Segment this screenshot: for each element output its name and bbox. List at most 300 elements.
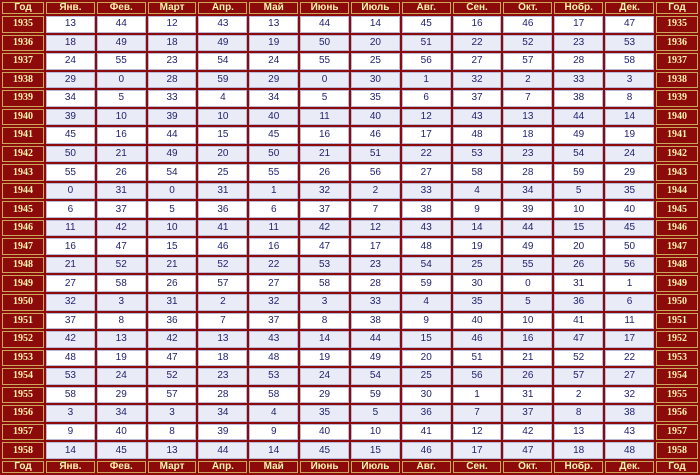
value-cell: 38 (554, 90, 603, 107)
value-cell: 43 (402, 220, 451, 237)
value-cell: 23 (351, 257, 400, 274)
value-cell: 44 (97, 16, 146, 33)
value-cell: 15 (351, 442, 400, 459)
value-cell: 46 (402, 442, 451, 459)
value-cell: 41 (402, 424, 451, 441)
value-cell: 38 (351, 313, 400, 330)
value-cell: 51 (453, 350, 502, 367)
value-cell: 55 (503, 257, 552, 274)
value-cell: 52 (148, 368, 197, 385)
value-cell: 16 (97, 127, 146, 144)
value-cell: 20 (402, 350, 451, 367)
value-cell: 49 (351, 350, 400, 367)
value-cell: 7 (453, 405, 502, 422)
value-cell: 51 (402, 35, 451, 52)
value-cell: 42 (97, 220, 146, 237)
value-cell: 59 (402, 275, 451, 292)
value-cell: 21 (300, 146, 349, 163)
value-cell: 35 (351, 90, 400, 107)
value-cell: 33 (554, 72, 603, 89)
value-cell: 33 (351, 294, 400, 311)
value-cell: 46 (503, 16, 552, 33)
year-cell-right: 1940 (656, 109, 698, 126)
value-cell: 51 (351, 146, 400, 163)
value-cell: 48 (605, 442, 654, 459)
table-row (2, 146, 698, 163)
value-cell: 15 (402, 331, 451, 348)
value-cell: 22 (605, 350, 654, 367)
year-cell-right: 1954 (656, 368, 698, 385)
value-cell: 44 (503, 220, 552, 237)
value-cell: 3 (148, 405, 197, 422)
header-month-10: Окт. (503, 2, 552, 14)
table-row (2, 53, 698, 70)
value-cell: 14 (453, 220, 502, 237)
value-cell: 32 (46, 294, 95, 311)
value-cell: 13 (503, 109, 552, 126)
value-cell: 34 (249, 90, 298, 107)
value-cell: 53 (300, 257, 349, 274)
value-cell: 5 (148, 201, 197, 218)
header-month-4: Апр. (198, 2, 247, 14)
year-cell-left: 1942 (2, 146, 44, 163)
value-cell: 0 (97, 72, 146, 89)
value-cell: 6 (605, 294, 654, 311)
value-cell: 18 (503, 127, 552, 144)
value-cell: 32 (300, 183, 349, 200)
value-cell: 49 (503, 238, 552, 255)
value-cell: 22 (402, 146, 451, 163)
value-cell: 0 (148, 183, 197, 200)
value-cell: 48 (249, 350, 298, 367)
value-cell: 11 (249, 220, 298, 237)
year-cell-right: 1951 (656, 313, 698, 330)
value-cell: 34 (46, 90, 95, 107)
value-cell: 1 (249, 183, 298, 200)
year-cell-right: 1943 (656, 164, 698, 181)
value-cell: 19 (300, 350, 349, 367)
value-cell: 39 (503, 201, 552, 218)
value-cell: 29 (46, 72, 95, 89)
value-cell: 10 (554, 201, 603, 218)
value-cell: 7 (503, 90, 552, 107)
year-cell-left: 1937 (2, 53, 44, 70)
year-cell-right: 1941 (656, 127, 698, 144)
value-cell: 18 (198, 350, 247, 367)
value-cell: 24 (605, 146, 654, 163)
year-cell-right: 1935 (656, 16, 698, 33)
year-cell-left: 1954 (2, 368, 44, 385)
year-cell-left: 1936 (2, 35, 44, 52)
value-cell: 48 (46, 350, 95, 367)
value-cell: 43 (249, 331, 298, 348)
value-cell: 58 (453, 164, 502, 181)
year-cell-right: 1946 (656, 220, 698, 237)
value-cell: 52 (503, 35, 552, 52)
value-cell: 57 (554, 368, 603, 385)
value-cell: 45 (46, 127, 95, 144)
header-month-6: Июнь (300, 2, 349, 14)
value-cell: 37 (249, 313, 298, 330)
value-cell: 50 (46, 146, 95, 163)
value-cell: 35 (605, 183, 654, 200)
table-row (2, 331, 698, 348)
value-cell: 26 (97, 164, 146, 181)
value-cell: 8 (605, 90, 654, 107)
value-cell: 46 (198, 238, 247, 255)
value-cell: 17 (402, 127, 451, 144)
value-cell: 8 (554, 405, 603, 422)
table-row (2, 35, 698, 52)
value-cell: 20 (554, 238, 603, 255)
value-cell: 11 (300, 109, 349, 126)
value-cell: 58 (605, 53, 654, 70)
footer-month-4: Апр. (198, 461, 247, 473)
value-cell: 26 (148, 275, 197, 292)
value-cell: 2 (503, 72, 552, 89)
year-cell-right: 1942 (656, 146, 698, 163)
value-cell: 27 (605, 368, 654, 385)
value-cell: 59 (554, 164, 603, 181)
value-cell: 40 (453, 313, 502, 330)
value-cell: 16 (249, 238, 298, 255)
value-cell: 1 (605, 275, 654, 292)
value-cell: 49 (148, 146, 197, 163)
value-cell: 16 (46, 238, 95, 255)
value-cell: 10 (97, 109, 146, 126)
year-cell-left: 1946 (2, 220, 44, 237)
value-cell: 56 (453, 368, 502, 385)
value-cell: 58 (300, 275, 349, 292)
value-cell: 37 (503, 405, 552, 422)
value-cell: 34 (198, 405, 247, 422)
value-cell: 13 (148, 442, 197, 459)
value-cell: 19 (453, 238, 502, 255)
value-cell: 1 (453, 387, 502, 404)
header-month-3: Март (148, 2, 197, 14)
value-cell: 16 (503, 331, 552, 348)
value-cell: 47 (503, 442, 552, 459)
value-cell: 14 (300, 331, 349, 348)
year-cell-left: 1953 (2, 350, 44, 367)
value-cell: 9 (453, 201, 502, 218)
value-cell: 16 (300, 127, 349, 144)
footer-row (2, 461, 698, 473)
value-cell: 9 (402, 313, 451, 330)
header-year-label-right: Год (656, 2, 698, 14)
value-cell: 34 (97, 405, 146, 422)
value-cell: 59 (351, 387, 400, 404)
header-month-5: Май (249, 2, 298, 14)
value-cell: 15 (148, 238, 197, 255)
value-cell: 5 (97, 90, 146, 107)
value-cell: 5 (503, 294, 552, 311)
value-cell: 24 (46, 53, 95, 70)
value-cell: 3 (300, 294, 349, 311)
table-row (2, 424, 698, 441)
value-cell: 44 (351, 331, 400, 348)
value-cell: 17 (605, 331, 654, 348)
value-cell: 0 (300, 72, 349, 89)
value-cell: 26 (554, 257, 603, 274)
value-cell: 28 (351, 275, 400, 292)
value-cell: 45 (402, 16, 451, 33)
value-cell: 49 (554, 127, 603, 144)
value-cell: 1 (402, 72, 451, 89)
value-cell: 45 (97, 442, 146, 459)
value-cell: 41 (198, 220, 247, 237)
value-cell: 3 (97, 294, 146, 311)
table-row (2, 72, 698, 89)
value-cell: 23 (554, 35, 603, 52)
value-cell: 37 (46, 313, 95, 330)
value-cell: 20 (198, 146, 247, 163)
value-cell: 27 (46, 275, 95, 292)
value-cell: 52 (198, 257, 247, 274)
value-cell: 35 (300, 405, 349, 422)
value-cell: 57 (503, 53, 552, 70)
value-cell: 40 (300, 424, 349, 441)
value-cell: 19 (605, 127, 654, 144)
value-cell: 39 (148, 109, 197, 126)
value-cell: 11 (605, 313, 654, 330)
year-cell-right: 1944 (656, 183, 698, 200)
value-cell: 4 (453, 183, 502, 200)
value-cell: 6 (249, 201, 298, 218)
value-cell: 28 (148, 72, 197, 89)
value-cell: 47 (554, 331, 603, 348)
value-cell: 53 (605, 35, 654, 52)
header-month-1: Янв. (46, 2, 95, 14)
value-cell: 7 (351, 201, 400, 218)
value-cell: 17 (453, 442, 502, 459)
value-cell: 30 (402, 387, 451, 404)
value-cell: 36 (198, 201, 247, 218)
table-row (2, 405, 698, 422)
year-cell-left: 1940 (2, 109, 44, 126)
value-cell: 43 (453, 109, 502, 126)
value-cell: 23 (198, 368, 247, 385)
value-cell: 13 (249, 16, 298, 33)
value-cell: 50 (605, 238, 654, 255)
table-row (2, 387, 698, 404)
value-cell: 23 (148, 53, 197, 70)
value-cell: 47 (605, 16, 654, 33)
value-cell: 42 (46, 331, 95, 348)
table-row (2, 183, 698, 200)
year-cell-right: 1958 (656, 442, 698, 459)
value-cell: 55 (97, 53, 146, 70)
value-cell: 22 (453, 35, 502, 52)
year-cell-left: 1941 (2, 127, 44, 144)
value-cell: 56 (351, 164, 400, 181)
table-row (2, 442, 698, 459)
year-cell-right: 1938 (656, 72, 698, 89)
value-cell: 43 (605, 424, 654, 441)
value-cell: 22 (249, 257, 298, 274)
value-cell: 49 (198, 35, 247, 52)
year-cell-left: 1938 (2, 72, 44, 89)
value-cell: 38 (605, 405, 654, 422)
value-cell: 5 (554, 183, 603, 200)
value-cell: 21 (148, 257, 197, 274)
value-cell: 13 (554, 424, 603, 441)
value-cell: 54 (351, 368, 400, 385)
year-cell-right: 1950 (656, 294, 698, 311)
value-cell: 2 (351, 183, 400, 200)
value-cell: 37 (300, 201, 349, 218)
value-cell: 21 (46, 257, 95, 274)
year-cell-right: 1955 (656, 387, 698, 404)
year-cell-right: 1936 (656, 35, 698, 52)
value-cell: 25 (198, 164, 247, 181)
value-cell: 8 (97, 313, 146, 330)
footer-month-9: Сен. (453, 461, 502, 473)
value-cell: 14 (351, 16, 400, 33)
year-cell-right: 1953 (656, 350, 698, 367)
year-cell-right: 1948 (656, 257, 698, 274)
value-cell: 14 (46, 442, 95, 459)
value-cell: 46 (453, 331, 502, 348)
year-cell-left: 1944 (2, 183, 44, 200)
value-cell: 27 (249, 275, 298, 292)
value-cell: 10 (351, 424, 400, 441)
table-row (2, 220, 698, 237)
value-cell: 27 (402, 164, 451, 181)
footer-month-5: Май (249, 461, 298, 473)
year-cell-right: 1952 (656, 331, 698, 348)
value-cell: 27 (453, 53, 502, 70)
value-cell: 52 (554, 350, 603, 367)
table-row (2, 109, 698, 126)
value-cell: 31 (97, 183, 146, 200)
value-cell: 50 (249, 146, 298, 163)
value-cell: 29 (97, 387, 146, 404)
footer-year-label-right: Год (656, 461, 698, 473)
value-cell: 12 (402, 109, 451, 126)
year-cell-left: 1955 (2, 387, 44, 404)
value-cell: 33 (402, 183, 451, 200)
value-cell: 8 (300, 313, 349, 330)
value-cell: 18 (148, 35, 197, 52)
value-cell: 36 (148, 313, 197, 330)
table-row (2, 257, 698, 274)
value-cell: 30 (453, 275, 502, 292)
value-cell: 35 (453, 294, 502, 311)
value-cell: 30 (351, 72, 400, 89)
value-cell: 24 (249, 53, 298, 70)
value-cell: 40 (97, 424, 146, 441)
value-cell: 38 (402, 201, 451, 218)
footer-month-12: Дек. (605, 461, 654, 473)
value-cell: 45 (605, 220, 654, 237)
value-cell: 25 (351, 53, 400, 70)
value-cell: 10 (148, 220, 197, 237)
header-month-2: Фев. (97, 2, 146, 14)
header-month-7: Июль (351, 2, 400, 14)
value-cell: 3 (46, 405, 95, 422)
value-cell: 7 (198, 313, 247, 330)
year-cell-left: 1943 (2, 164, 44, 181)
header-month-11: Нобр. (554, 2, 603, 14)
year-cell-right: 1956 (656, 405, 698, 422)
value-cell: 31 (503, 387, 552, 404)
value-cell: 25 (453, 257, 502, 274)
value-cell: 44 (300, 16, 349, 33)
value-cell: 21 (503, 350, 552, 367)
footer-month-2: Фев. (97, 461, 146, 473)
value-cell: 47 (148, 350, 197, 367)
value-cell: 58 (46, 387, 95, 404)
header-month-8: Авг. (402, 2, 451, 14)
value-cell: 12 (351, 220, 400, 237)
value-cell: 18 (554, 442, 603, 459)
year-cell-right: 1937 (656, 53, 698, 70)
value-cell: 54 (554, 146, 603, 163)
value-cell: 55 (249, 164, 298, 181)
footer-month-1: Янв. (46, 461, 95, 473)
value-cell: 26 (503, 368, 552, 385)
value-cell: 12 (453, 424, 502, 441)
value-cell: 57 (148, 387, 197, 404)
value-cell: 21 (97, 146, 146, 163)
value-cell: 24 (300, 368, 349, 385)
value-cell: 19 (97, 350, 146, 367)
value-cell: 48 (453, 127, 502, 144)
value-cell: 18 (46, 35, 95, 52)
value-cell: 14 (605, 109, 654, 126)
value-cell: 37 (453, 90, 502, 107)
value-cell: 26 (300, 164, 349, 181)
value-cell: 15 (554, 220, 603, 237)
value-cell: 53 (46, 368, 95, 385)
value-cell: 47 (300, 238, 349, 255)
value-cell: 52 (97, 257, 146, 274)
year-cell-left: 1958 (2, 442, 44, 459)
value-cell: 32 (605, 387, 654, 404)
value-cell: 9 (249, 424, 298, 441)
footer-month-6: Июнь (300, 461, 349, 473)
table-row (2, 313, 698, 330)
value-cell: 14 (249, 442, 298, 459)
year-cell-left: 1935 (2, 16, 44, 33)
value-cell: 31 (148, 294, 197, 311)
value-cell: 45 (300, 442, 349, 459)
year-cell-left: 1947 (2, 238, 44, 255)
value-cell: 54 (402, 257, 451, 274)
value-cell: 10 (503, 313, 552, 330)
value-cell: 11 (46, 220, 95, 237)
value-cell: 53 (249, 368, 298, 385)
header-month-9: Сен. (453, 2, 502, 14)
value-cell: 44 (198, 442, 247, 459)
table-row (2, 350, 698, 367)
value-cell: 41 (554, 313, 603, 330)
value-cell: 17 (351, 238, 400, 255)
value-cell: 2 (554, 387, 603, 404)
footer-year-label-left: Год (2, 461, 44, 473)
table-row (2, 16, 698, 33)
year-cell-right: 1957 (656, 424, 698, 441)
table-row (2, 90, 698, 107)
value-cell: 40 (249, 109, 298, 126)
year-cell-left: 1945 (2, 201, 44, 218)
value-cell: 56 (402, 53, 451, 70)
value-cell: 46 (351, 127, 400, 144)
value-cell: 28 (198, 387, 247, 404)
year-cell-right: 1949 (656, 275, 698, 292)
value-cell: 12 (148, 16, 197, 33)
